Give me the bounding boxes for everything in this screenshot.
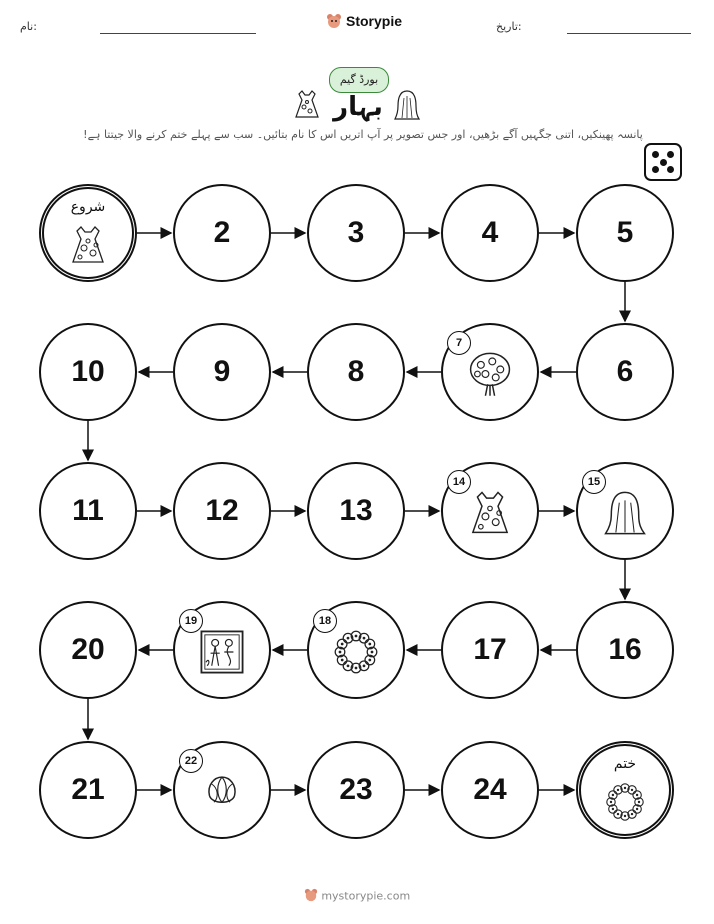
- board-cell-14: [441, 462, 539, 560]
- cell-number-badge: 7: [447, 331, 471, 355]
- board-cell-3: [307, 184, 405, 282]
- cell-number: 10: [71, 355, 105, 388]
- veil-icon: [601, 489, 649, 537]
- board-cell-22: [173, 741, 271, 839]
- cell-number: 21: [71, 773, 105, 806]
- board-cell-23: [307, 741, 405, 839]
- cell-number-badge: 19: [179, 609, 203, 633]
- bear-icon: [304, 888, 318, 905]
- wreath-icon: [604, 781, 646, 823]
- board-cell-17: [441, 601, 539, 699]
- tapestry-icon: [198, 628, 246, 676]
- board-cell-25: [576, 741, 674, 839]
- date-label: تاریخ:: [496, 20, 522, 33]
- start-label: شروع: [70, 199, 106, 215]
- board-cell-9: [173, 323, 271, 421]
- board-cell-12: [173, 462, 271, 560]
- game-type-badge: بورڈ گیم: [329, 67, 389, 93]
- cell-number: 11: [72, 494, 104, 527]
- board-cell-7: [441, 323, 539, 421]
- cell-number: 8: [347, 355, 365, 388]
- cell-number: 23: [339, 773, 373, 806]
- board-cell-2: [173, 184, 271, 282]
- board-cell-13: [307, 462, 405, 560]
- cell-number: 12: [205, 494, 239, 527]
- board-cell-5: [576, 184, 674, 282]
- instructions: پانسہ پھینکیں، اتنی جگہیں آگے بڑھیں، اور جس تصویر پر آپ اتریں اس کا نام بتائیں۔ سب سے پہلے ختم کرنے والا جیتتا ہے!: [83, 128, 643, 141]
- board-cell-15: [576, 462, 674, 560]
- board-cell-1: [39, 184, 137, 282]
- cell-number: 24: [473, 773, 507, 806]
- cell-number: 5: [616, 216, 634, 249]
- cell-number-badge: 18: [313, 609, 337, 633]
- finish-label: ختم: [613, 756, 637, 772]
- board-cell-24: [441, 741, 539, 839]
- cell-number: 16: [608, 633, 642, 666]
- dress-icon: [67, 224, 109, 266]
- footer: [0, 888, 714, 905]
- page-title: بہار: [333, 92, 383, 122]
- cell-number: 6: [616, 355, 634, 388]
- brand-name: Storypie: [346, 13, 403, 29]
- cell-number-badge: 15: [582, 470, 606, 494]
- name-label: نام:: [20, 20, 37, 33]
- wreath-icon: [332, 628, 380, 676]
- board-cell-19: [173, 601, 271, 699]
- board-cell-8: [307, 323, 405, 421]
- cell-number: 3: [347, 216, 365, 249]
- cell-number: 17: [473, 633, 507, 666]
- board-cell-21: [39, 741, 137, 839]
- board-cell-10: [39, 323, 137, 421]
- board-cell-18: [307, 601, 405, 699]
- cell-number-badge: 14: [447, 470, 471, 494]
- cell-number: 9: [213, 355, 231, 388]
- board-cell-6: [576, 323, 674, 421]
- cell-number: 4: [481, 216, 499, 249]
- dress-icon: [466, 489, 514, 537]
- cell-number: 20: [71, 633, 105, 666]
- board-cell-11: [39, 462, 137, 560]
- tulip-icon: [198, 768, 246, 816]
- apple-tree-icon: [466, 350, 514, 398]
- board-cell-20: [39, 601, 137, 699]
- board-cell-4: [441, 184, 539, 282]
- cell-number-badge: 22: [179, 749, 203, 773]
- cell-number: 13: [339, 494, 373, 527]
- footer-url[interactable]: mystorypie.com: [321, 889, 411, 903]
- board-cell-16: [576, 601, 674, 699]
- cell-number: 2: [213, 216, 231, 249]
